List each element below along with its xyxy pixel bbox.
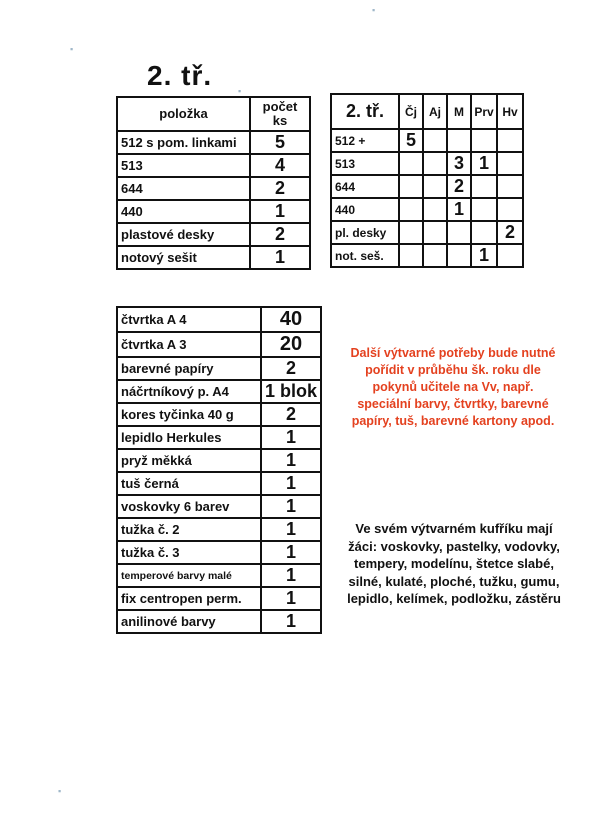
item-count: 1 [261, 610, 321, 633]
item-count: 4 [250, 154, 310, 177]
item-count: 20 [261, 332, 321, 357]
col-cj: Čj [399, 94, 423, 129]
item-count: 1 blok [261, 380, 321, 403]
table-row [331, 244, 523, 267]
cell-value [423, 129, 447, 152]
item-count: 1 [261, 449, 321, 472]
supplies-table [116, 96, 311, 270]
item-name: čtvrtka A 3 [117, 332, 261, 357]
item-name: 644 [117, 177, 250, 200]
table-row [331, 152, 523, 175]
cell-value [497, 129, 523, 152]
col-m: M [447, 94, 471, 129]
cell-value: 1 [471, 244, 497, 267]
subject-item: 513 [331, 152, 399, 175]
cell-value [471, 221, 497, 244]
note-line: lepidlo, kelímek, podložku, zástěru [347, 591, 561, 606]
item-name: lepidlo Herkules [117, 426, 261, 449]
subject-item: pl. desky [331, 221, 399, 244]
table-row [117, 472, 321, 495]
item-name: fix centropen perm. [117, 587, 261, 610]
table-row [331, 221, 523, 244]
table-row [117, 307, 321, 332]
item-name: tuš černá [117, 472, 261, 495]
table-row [117, 131, 310, 154]
cell-value [497, 244, 523, 267]
cell-value [423, 244, 447, 267]
item-count: 2 [261, 357, 321, 380]
table-row [117, 246, 310, 269]
item-name: temperové barvy malé [117, 564, 261, 587]
item-name: náčrtníkový p. A4 [117, 380, 261, 403]
table-row [117, 332, 321, 357]
item-name: notový sešit [117, 246, 250, 269]
table-row [117, 380, 321, 403]
note-line: Ve svém výtvarném kufříku mají [355, 521, 553, 536]
cell-value [447, 221, 471, 244]
note-line: pořídit v průběhu šk. roku dle [365, 363, 541, 377]
subject-item: 440 [331, 198, 399, 221]
item-count: 1 [261, 564, 321, 587]
col-hv: Hv [497, 94, 523, 129]
scan-dot: ▪ [238, 86, 242, 96]
table-row [117, 426, 321, 449]
header-item: položka [117, 97, 250, 131]
item-name: 512 s pom. linkami [117, 131, 250, 154]
cell-value [399, 221, 423, 244]
cell-value [399, 198, 423, 221]
cell-value [399, 175, 423, 198]
item-count: 1 [261, 518, 321, 541]
cell-value [399, 152, 423, 175]
col-aj: Aj [423, 94, 447, 129]
note-line: silné, kulaté, ploché, tužku, gumu, [348, 573, 560, 589]
subject-item: not. seš. [331, 244, 399, 267]
item-count: 1 [250, 200, 310, 223]
table-row [117, 518, 321, 541]
item-count: 1 [250, 246, 310, 269]
scan-dot: ▪ [70, 44, 74, 54]
subject-table [330, 93, 524, 268]
item-count: 1 [261, 472, 321, 495]
note-line: papíry, tuš, barevné kartony apod. [351, 414, 555, 428]
item-count: 2 [250, 223, 310, 246]
cell-value: 5 [399, 129, 423, 152]
item-count: 2 [261, 403, 321, 426]
item-count: 2 [250, 177, 310, 200]
cell-value [423, 198, 447, 221]
table-header-row [117, 97, 310, 131]
cell-value: 2 [447, 175, 471, 198]
note-line: Další výtvarné potřeby bude nutné [350, 346, 556, 360]
cell-value [497, 175, 523, 198]
cell-value: 2 [497, 221, 523, 244]
item-count: 1 [261, 495, 321, 518]
cell-value: 1 [447, 198, 471, 221]
note-line: speciální barvy, čtvrtky, barevné [357, 397, 549, 411]
cell-value [471, 129, 497, 152]
header-count: počet ks [250, 97, 310, 131]
cell-value: 1 [471, 152, 497, 175]
col-prv: Prv [471, 94, 497, 129]
scan-dot: ▪ [58, 786, 62, 796]
table-row [117, 200, 310, 223]
cell-value [497, 198, 523, 221]
table-row [117, 587, 321, 610]
item-count: 1 [261, 426, 321, 449]
cell-value [423, 152, 447, 175]
item-name: tužka č. 3 [117, 541, 261, 564]
item-name: tužka č. 2 [117, 518, 261, 541]
cell-value: 3 [447, 152, 471, 175]
item-name: čtvrtka A 4 [117, 307, 261, 332]
art-case-note [330, 520, 578, 608]
table-row [331, 129, 523, 152]
table-row [117, 610, 321, 633]
table-row [331, 198, 523, 221]
item-name: 513 [117, 154, 250, 177]
table-row [117, 403, 321, 426]
item-count: 40 [261, 307, 321, 332]
table-row [117, 177, 310, 200]
table-row [331, 175, 523, 198]
subject-item: 644 [331, 175, 399, 198]
table-row [117, 154, 310, 177]
art-supplies-table [116, 306, 322, 634]
item-name: anilinové barvy [117, 610, 261, 633]
item-name: plastové desky [117, 223, 250, 246]
cell-value [447, 129, 471, 152]
item-name: voskovky 6 barev [117, 495, 261, 518]
cell-value [423, 175, 447, 198]
item-name: kores tyčinka 40 g [117, 403, 261, 426]
item-name: pryž měkká [117, 449, 261, 472]
table-row [117, 541, 321, 564]
note-line: žáci: voskovky, pastelky, vodovky, [348, 538, 560, 554]
item-name: 440 [117, 200, 250, 223]
table-row [117, 223, 310, 246]
cell-value [497, 152, 523, 175]
subject-table-title: 2. tř. [331, 94, 399, 129]
note-line: tempery, modelínu, štetce slabé, [354, 556, 554, 571]
item-name: barevné papíry [117, 357, 261, 380]
table-row [117, 495, 321, 518]
cell-value [471, 198, 497, 221]
scan-dot: ▪ [372, 5, 376, 15]
cell-value [399, 244, 423, 267]
item-count: 1 [261, 587, 321, 610]
table-row [117, 449, 321, 472]
table-row [117, 357, 321, 380]
table-row [117, 564, 321, 587]
page-title: 2. tř. [147, 60, 213, 91]
item-count: 5 [250, 131, 310, 154]
subject-item: 512 + [331, 129, 399, 152]
cell-value [447, 244, 471, 267]
cell-value [423, 221, 447, 244]
item-count: 1 [261, 541, 321, 564]
additional-supplies-note [334, 345, 572, 430]
cell-value [471, 175, 497, 198]
note-line: pokynů učitele na Vv, např. [372, 380, 534, 394]
table-header-row [331, 94, 523, 129]
